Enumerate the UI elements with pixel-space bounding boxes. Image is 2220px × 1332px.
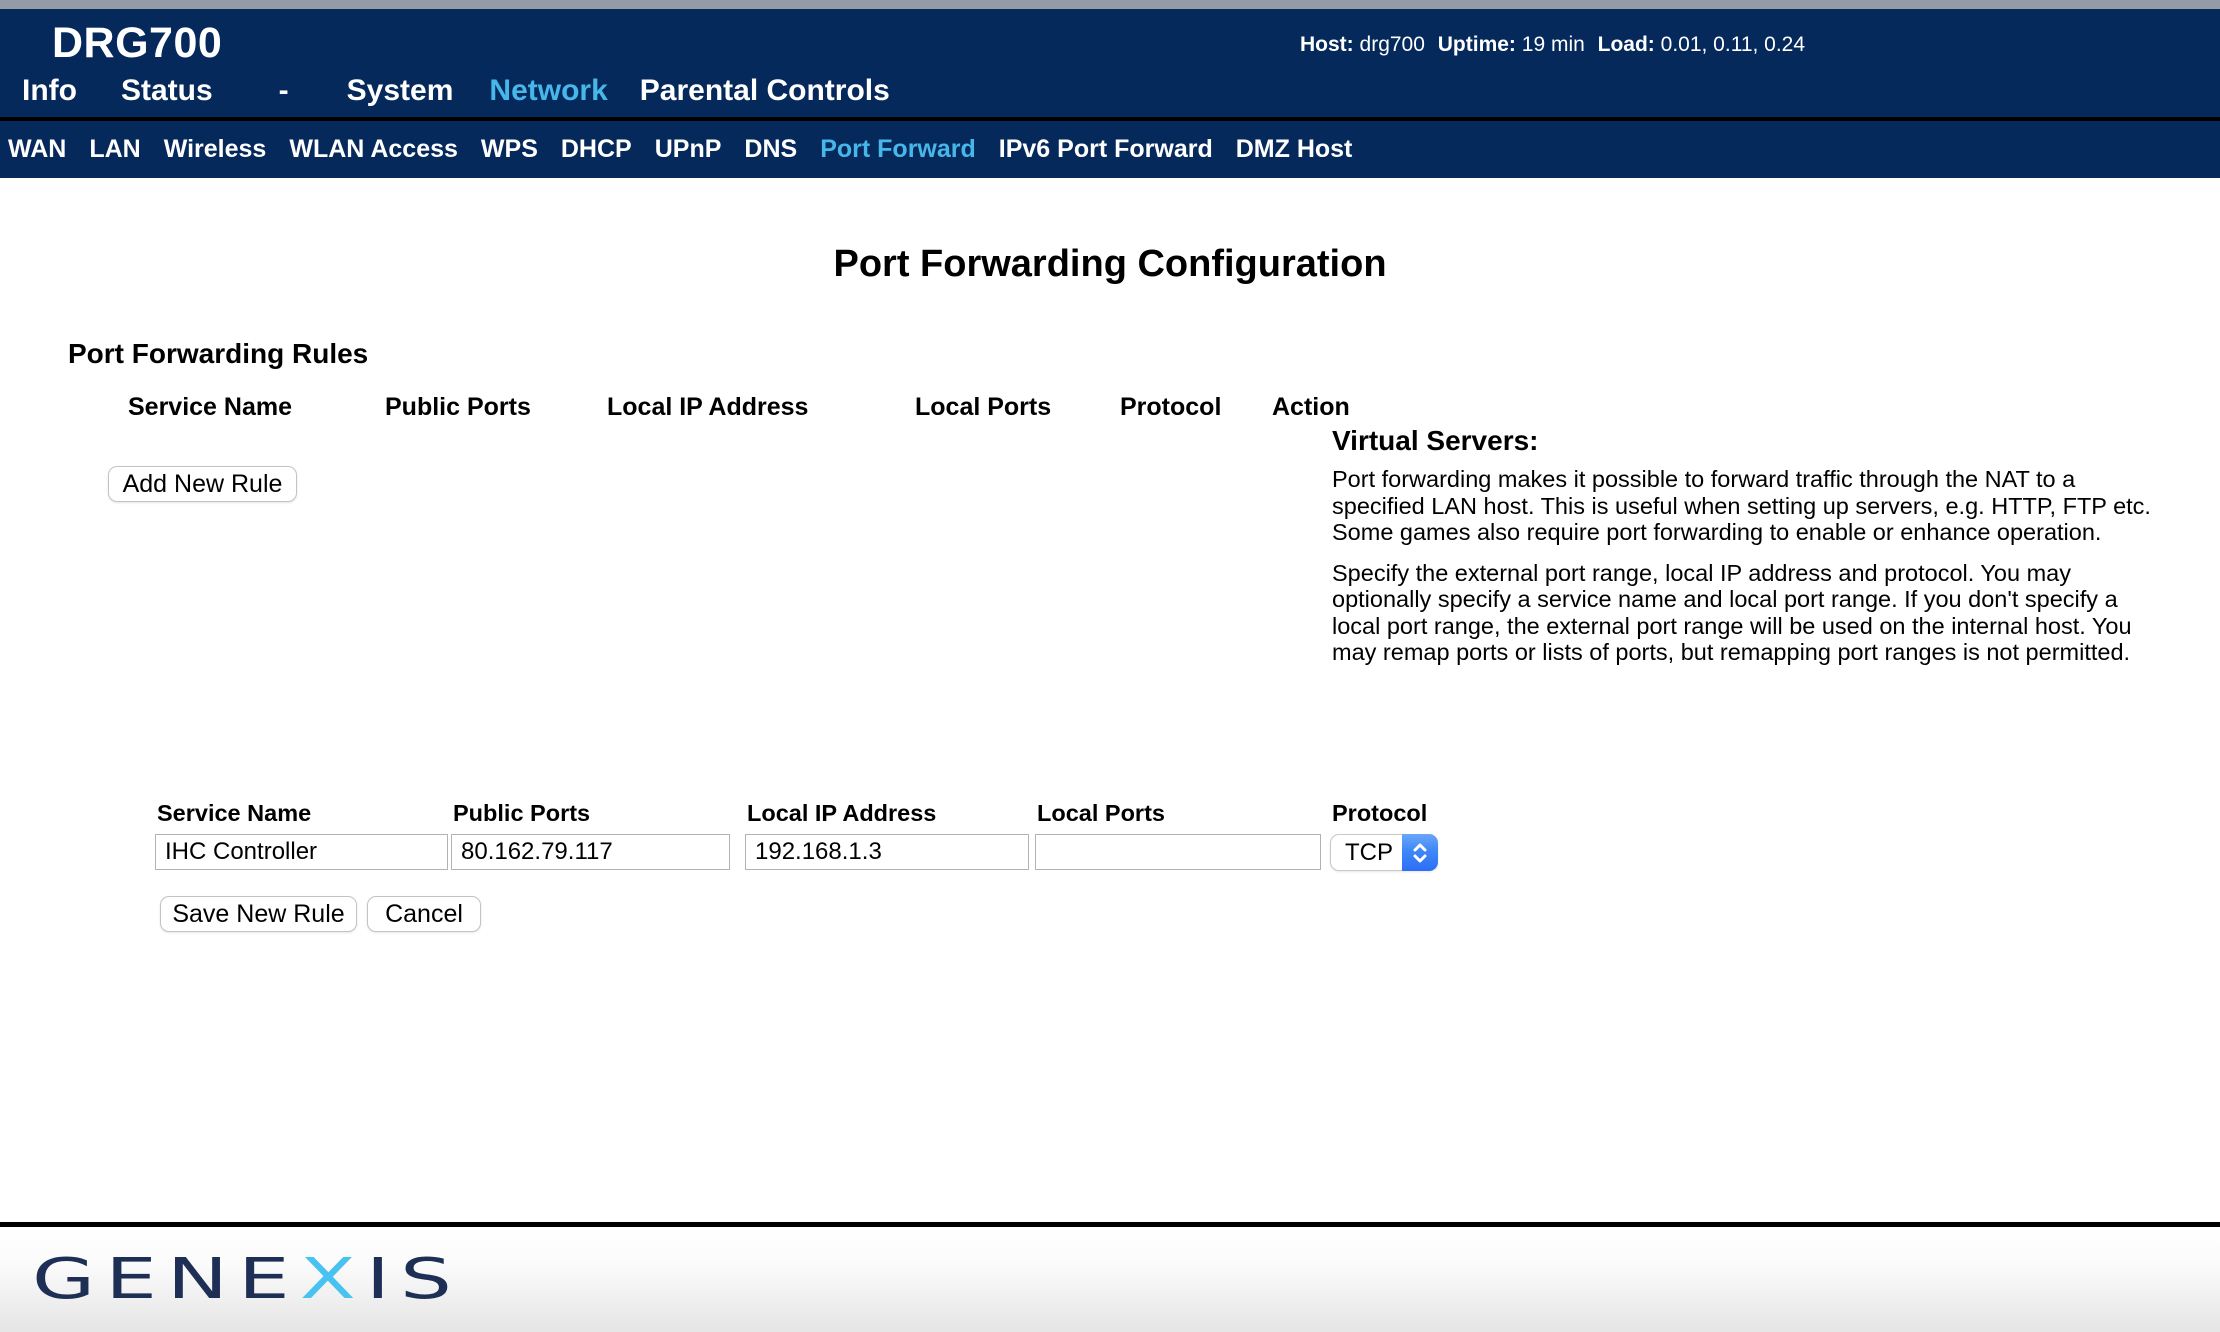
rules-section-title: Port Forwarding Rules — [68, 338, 369, 369]
subnav-item-wps[interactable]: WPS — [480, 135, 538, 163]
help-paragraph-2: Specify the external port range, local IP address and protocol. You may optionally specify a service name and local port range. If you don't specify a local port range, the external port range will be used on the internal host. You may remap ports or lists of ports, but remapping port ranges is not permitted. — [1332, 559, 2132, 665]
host-label: Host: — [1300, 33, 1354, 56]
service-name-field — [155, 800, 448, 870]
protocol-field — [1330, 800, 1438, 871]
public-ports-label: Public Ports — [453, 800, 591, 826]
svg-text:GENEXIS: GENE X IS — [32, 1247, 432, 1312]
load-label: Load: — [1597, 33, 1655, 56]
column-header-protocol: Protocol — [1120, 393, 1222, 421]
subnav-item-dmz-host[interactable]: DMZ Host — [1235, 135, 1353, 163]
local-ip-address-label: Local IP Address — [747, 800, 937, 826]
subnav-item-port-forward[interactable]: Port Forward — [820, 135, 976, 163]
select-stepper-icon[interactable] — [1402, 834, 1438, 871]
local-ip-address-input[interactable] — [745, 834, 1029, 870]
nav-item-status[interactable]: Status — [120, 74, 213, 107]
local-ip-address-field — [745, 800, 1029, 870]
help-title: Virtual Servers: — [1332, 425, 1539, 456]
host-value: drg700 — [1359, 33, 1425, 56]
column-header-public-ports: Public Ports — [385, 393, 531, 421]
nav-item-info[interactable]: Info — [22, 74, 77, 107]
column-header-service-name: Service Name — [128, 393, 293, 421]
protocol-label: Protocol — [1332, 800, 1428, 826]
subnav-item-dhcp[interactable]: DHCP — [560, 135, 632, 163]
subnav-item-wan[interactable]: WAN — [8, 135, 67, 163]
public-ports-input[interactable] — [451, 834, 730, 870]
local-ports-label: Local Ports — [1037, 800, 1165, 826]
nav-item-system[interactable]: System — [346, 74, 454, 107]
load-value: 0.01, 0.11, 0.24 — [1660, 33, 1806, 56]
local-ports-field — [1035, 800, 1321, 870]
subnav-item-lan[interactable]: LAN — [89, 135, 141, 163]
add-new-rule-button[interactable]: Add New Rule — [108, 466, 297, 502]
device-brand: DRG700 — [52, 19, 223, 67]
genexis-logo — [32, 1244, 472, 1319]
subnav-item-upnp[interactable]: UPnP — [654, 135, 722, 163]
subnav-item-ipv6-port-forward[interactable]: IPv6 Port Forward — [998, 135, 1213, 163]
virtual-servers-help — [1332, 425, 2154, 680]
cancel-button[interactable]: Cancel — [367, 896, 481, 932]
window-chrome-strip — [0, 0, 2220, 9]
service-name-label: Service Name — [157, 800, 312, 826]
nav-item-dash[interactable]: - — [278, 74, 289, 107]
save-new-rule-button[interactable]: Save New Rule — [160, 896, 357, 932]
main-nav — [22, 74, 890, 108]
sub-nav — [0, 121, 2220, 178]
rules-table-header — [128, 393, 1382, 422]
column-header-local-ip-address: Local IP Address — [607, 393, 809, 421]
subnav-item-wireless[interactable]: Wireless — [163, 135, 267, 163]
host-status-info — [1300, 33, 1812, 57]
subnav-item-dns[interactable]: DNS — [744, 135, 798, 163]
service-name-input[interactable] — [155, 834, 448, 870]
nav-item-network[interactable]: Network — [489, 74, 608, 107]
public-ports-field — [451, 800, 730, 870]
subnav-item-wlan-access[interactable]: WLAN Access — [289, 135, 458, 163]
column-header-local-ports: Local Ports — [915, 393, 1052, 421]
help-paragraph-1: Port forwarding makes it possible to forward traffic through the NAT to a specified LAN host. This is useful when setting up servers, e.g. HTTP, FTP etc. Some games also require port forwarding to enable or enhance operation. — [1332, 466, 2151, 545]
nav-item-parental-controls[interactable]: Parental Controls — [639, 74, 890, 107]
protocol-selected-value: TCP — [1345, 838, 1393, 866]
page-title: Port Forwarding Configuration — [833, 243, 1387, 285]
uptime-value: 19 min — [1521, 33, 1585, 56]
local-ports-input[interactable] — [1035, 834, 1321, 870]
uptime-label: Uptime: — [1437, 33, 1516, 56]
masthead — [0, 9, 2220, 117]
column-header-action: Action — [1272, 393, 1350, 421]
protocol-select[interactable] — [1330, 834, 1438, 871]
